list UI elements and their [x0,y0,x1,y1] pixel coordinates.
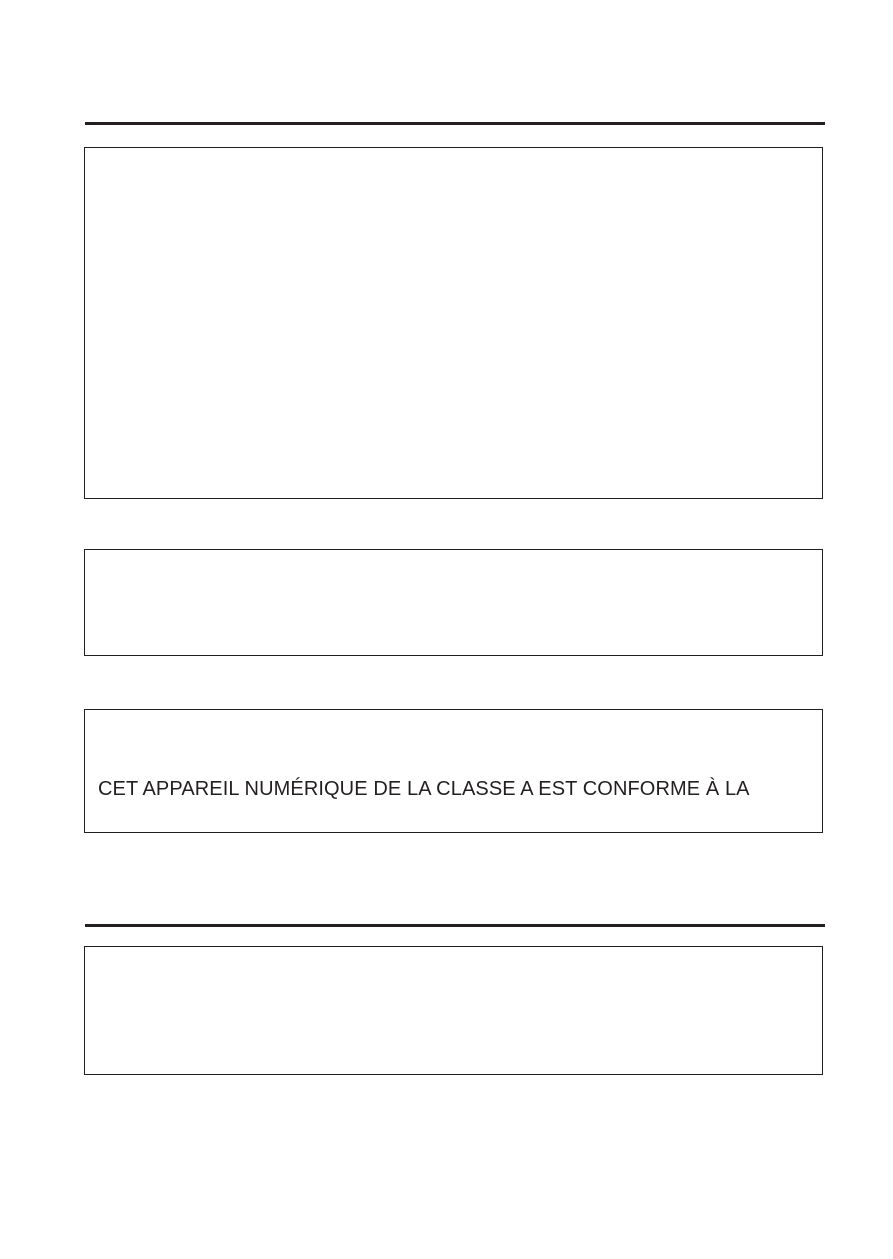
notice-text: CET APPAREIL NUMÉRIQUE DE LA CLASSE A EST CONFORME À LA [98,778,750,800]
content-box-large [84,147,823,499]
content-box-medium [84,549,823,656]
section-rule-top [85,122,825,125]
content-box-bottom [84,946,823,1075]
notice-box [84,709,823,833]
section-rule-bottom [85,924,825,927]
